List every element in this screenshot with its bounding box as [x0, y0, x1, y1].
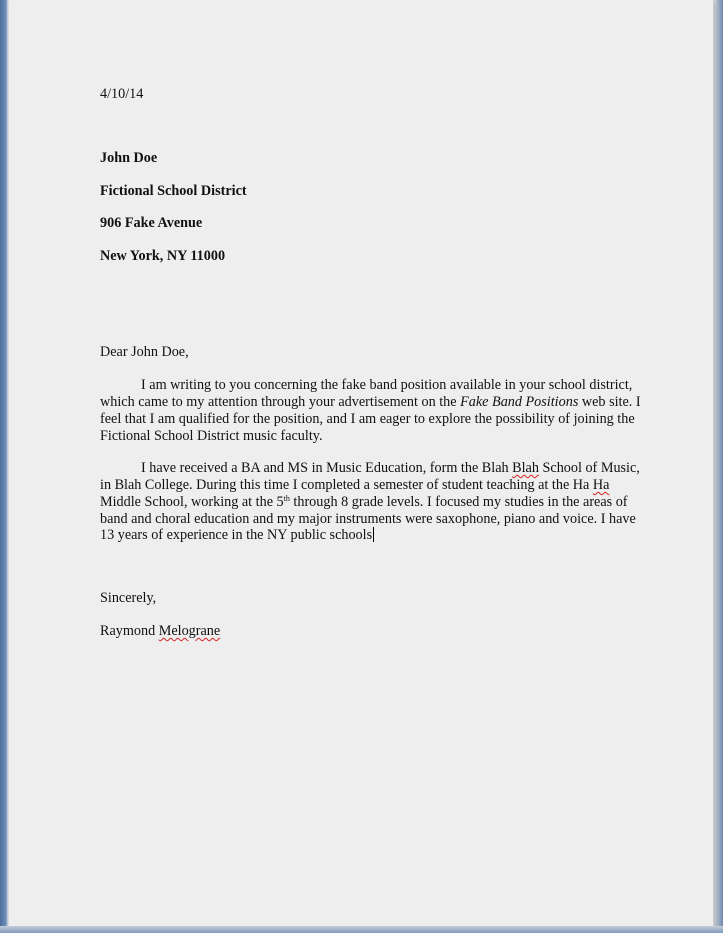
- signature: [100, 623, 220, 640]
- spelling-error-ha[interactable]: Ha: [592, 477, 610, 493]
- paragraph2-line5: [100, 527, 374, 544]
- paragraph2-line1: [141, 460, 640, 477]
- document-page[interactable]: [9, 0, 714, 927]
- paragraph2-line3-pre: Middle School, working at the 5: [100, 494, 284, 510]
- spelling-error-blah[interactable]: Blah: [512, 460, 539, 476]
- salutation: Dear John Doe,: [100, 344, 189, 360]
- paragraph1-line2-post: web site. I: [578, 394, 641, 410]
- paragraph1-line3: feel that I am qualified for the position, and I am eager to explore the possibility of joining the: [100, 411, 635, 427]
- window-bottom-edge: [0, 926, 723, 933]
- paragraph1-line1: I am writing to you concerning the fake band position available in your school district,: [141, 377, 633, 393]
- paragraph1-line4: Fictional School District music faculty.: [100, 428, 323, 444]
- paragraph2-line3: [100, 494, 628, 511]
- publication-name: Fake Band Positions: [460, 394, 579, 410]
- spelling-error-melograne[interactable]: Melograne: [158, 623, 221, 639]
- paragraph2-line1-pre: I have received a BA and MS in Music Education, form the Blah: [141, 460, 513, 476]
- recipient-organization: Fictional School District: [100, 183, 247, 199]
- paragraph2-line5-text: 13 years of experience in the NY public schools: [100, 527, 373, 543]
- recipient-city: New York, NY 11000: [100, 248, 226, 264]
- closing: Sincerely,: [100, 590, 157, 606]
- recipient-street: 906 Fake Avenue: [100, 215, 203, 231]
- paragraph2-line2: [100, 477, 609, 494]
- signature-first-name: Raymond: [100, 623, 159, 639]
- paragraph2-line4: band and choral education and my major instruments were saxophone, piano and voice. I have: [100, 511, 636, 527]
- ordinal-suffix: th: [283, 494, 290, 503]
- paragraph1-line2-pre: which came to my attention through your advertisement on the: [100, 394, 461, 410]
- paragraph2-line2-pre: in Blah College. During this time I completed a semester of student teaching at the Ha: [100, 477, 593, 493]
- paragraph2-line1-post: School of Music,: [538, 460, 640, 476]
- text-cursor: [373, 527, 374, 542]
- paragraph2-line3-post: through 8 grade levels. I focused my studies in the areas of: [289, 494, 628, 510]
- paragraph1-line2: [100, 394, 641, 411]
- letter-date: 4/10/14: [100, 86, 144, 102]
- recipient-name: John Doe: [100, 150, 158, 166]
